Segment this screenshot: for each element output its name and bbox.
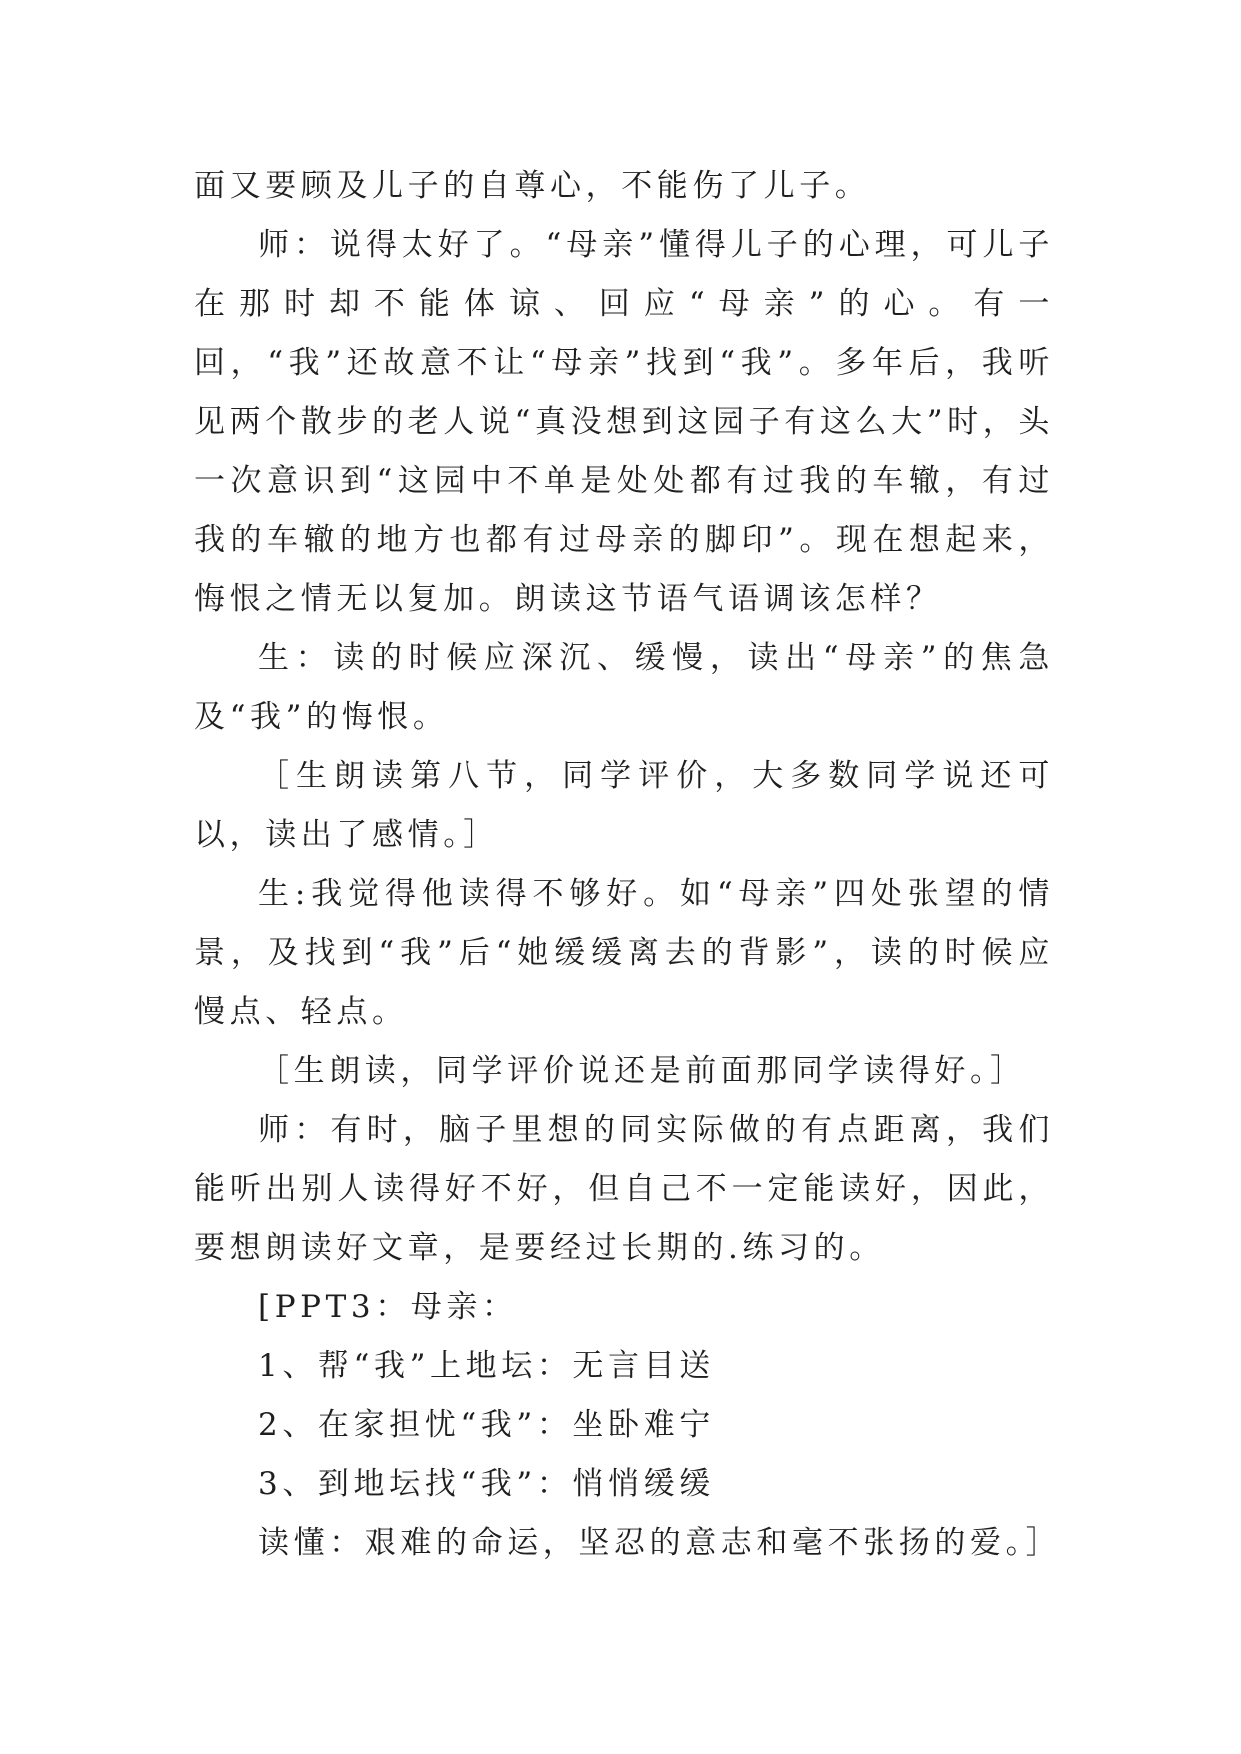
ppt-conclusion: 读懂：艰难的命运，坚忍的意志和毫不张扬的爱。］ xyxy=(258,1525,1062,1561)
paragraph-reading-note: ［生朗读第八节，同学评价，大多数同学说还可以，读出了感情。］ xyxy=(194,758,1054,853)
paragraph-teacher-summary: 师：有时，脑子里想的同实际做的有点距离，我们能听出别人读得好不好，但自己不一定能读好，因此，要想朗读好文章，是要经过长期的.练习的。 xyxy=(194,1112,1054,1266)
ppt-item-2: 2、在家担忧“我”：坐卧难宁 xyxy=(258,1407,715,1443)
document-page xyxy=(194,157,1062,1573)
ppt-item-1: 1、帮“我”上地坛：无言目送 xyxy=(258,1348,715,1384)
paragraph-teacher-question: 师：说得太好了。“母亲”懂得儿子的心理，可儿子在那时却不能体谅、回应“母亲”的心。有一回，“我”还故意不让“母亲”找到“我”。多年后，我听见两个散步的老人说“真没想到这园子有这么大”时，头一次意识到“这园中不单是处处都有过我的车辙，有过我的车辙的地方也都有过母亲的脚印”。现在想起来，悔恨之情无以复加。朗读这节语气语调该怎样？ xyxy=(194,227,1054,617)
paragraph-student-answer: 生：读的时候应深沉、缓慢，读出“母亲”的焦急及“我”的悔恨。 xyxy=(194,640,1054,735)
paragraph-reading-note-2: ［生朗读，同学评价说还是前面那同学读得好。］ xyxy=(258,1053,1026,1089)
paragraph-continuation: 面又要顾及儿子的自尊心，不能伤了儿子。 xyxy=(194,168,871,204)
paragraph-student-comment: 生:我觉得他读得不够好。如“母亲”四处张望的情景，及找到“我”后“她缓缓离去的背影”，读的时候应慢点、轻点。 xyxy=(194,876,1054,1030)
ppt-item-3: 3、到地坛找“我”：悄悄缓缓 xyxy=(258,1466,715,1502)
ppt-heading: [PPT3：母亲： xyxy=(258,1289,518,1325)
